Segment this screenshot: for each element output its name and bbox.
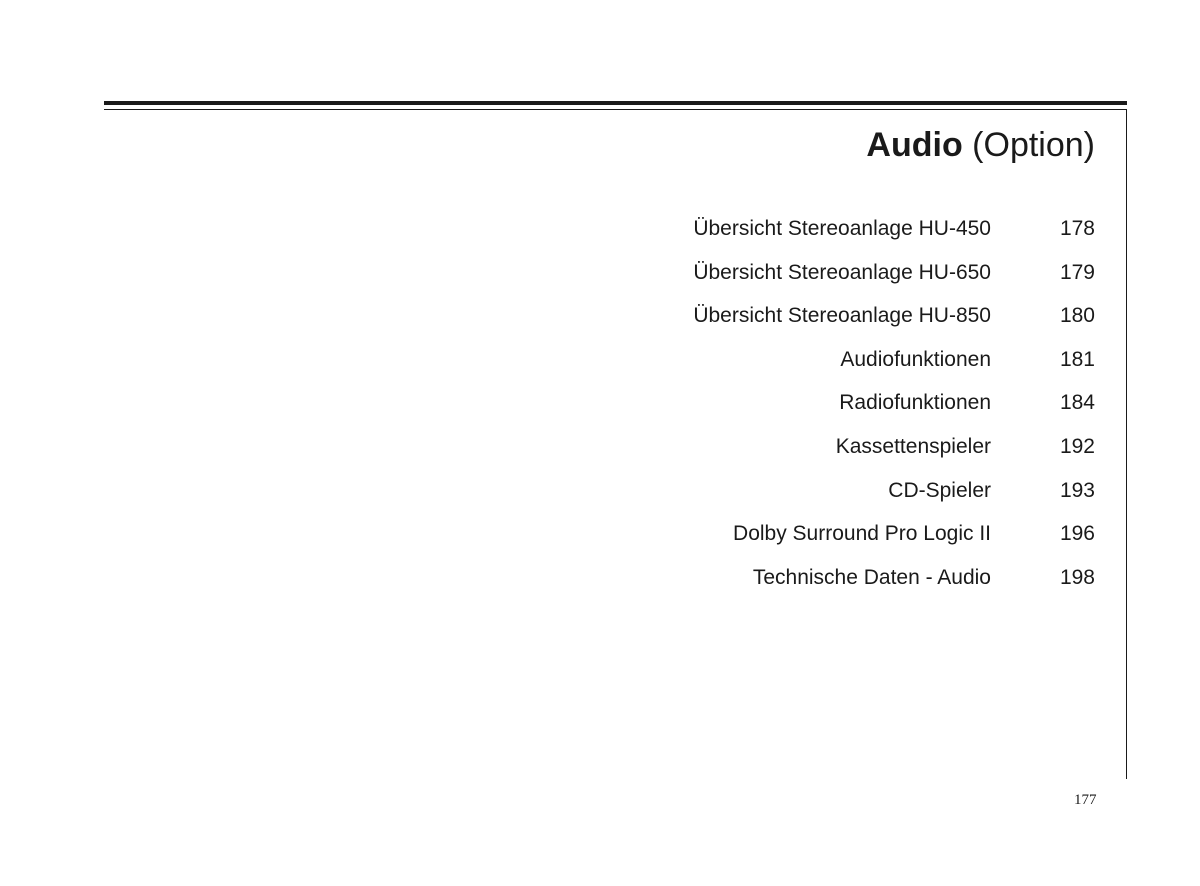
toc-entry-page: 192 bbox=[1059, 434, 1095, 458]
toc-entry[interactable] bbox=[693, 294, 1095, 338]
toc-entry-label: Übersicht Stereoanlage HU-650 bbox=[693, 260, 991, 284]
toc-entry-page: 179 bbox=[1059, 260, 1095, 284]
toc-entry[interactable] bbox=[693, 251, 1095, 295]
toc-entry[interactable] bbox=[693, 338, 1095, 382]
toc-entry-label: Radiofunktionen bbox=[839, 391, 991, 415]
toc-entry-label: Übersicht Stereoanlage HU-850 bbox=[693, 304, 991, 328]
margin-rule-vertical bbox=[1126, 109, 1127, 779]
page-number: 177 bbox=[1074, 792, 1097, 808]
toc-entry-label: Kassettenspieler bbox=[835, 434, 991, 458]
toc-entry-page: 181 bbox=[1059, 347, 1095, 371]
section-title-qualifier: (Option) bbox=[972, 126, 1095, 164]
toc-entry[interactable] bbox=[693, 556, 1095, 600]
toc-entry-page: 184 bbox=[1059, 391, 1095, 415]
header-rule-thin bbox=[104, 109, 1127, 110]
toc-entry[interactable] bbox=[693, 381, 1095, 425]
toc-entry-label: Dolby Surround Pro Logic II bbox=[733, 522, 991, 546]
toc-entry[interactable] bbox=[693, 512, 1095, 556]
section-title bbox=[866, 124, 1095, 166]
toc-entry-label: Technische Daten - Audio bbox=[752, 565, 991, 589]
table-of-contents bbox=[693, 207, 1095, 599]
toc-entry-page: 178 bbox=[1059, 217, 1095, 240]
section-title-main: Audio bbox=[866, 126, 963, 164]
toc-entry-page: 193 bbox=[1059, 478, 1095, 502]
header-rule-thick bbox=[104, 101, 1127, 105]
toc-entry-page: 196 bbox=[1059, 522, 1095, 546]
toc-entry[interactable] bbox=[693, 425, 1095, 469]
toc-entry-page: 198 bbox=[1059, 565, 1095, 589]
toc-entry[interactable] bbox=[693, 207, 1095, 251]
toc-entry-label: Übersicht Stereoanlage HU-450 bbox=[693, 217, 991, 240]
toc-entry[interactable] bbox=[693, 469, 1095, 513]
toc-entry-page: 180 bbox=[1059, 304, 1095, 328]
toc-entry-label: CD-Spieler bbox=[888, 478, 991, 502]
toc-entry-label: Audiofunktionen bbox=[840, 347, 991, 371]
